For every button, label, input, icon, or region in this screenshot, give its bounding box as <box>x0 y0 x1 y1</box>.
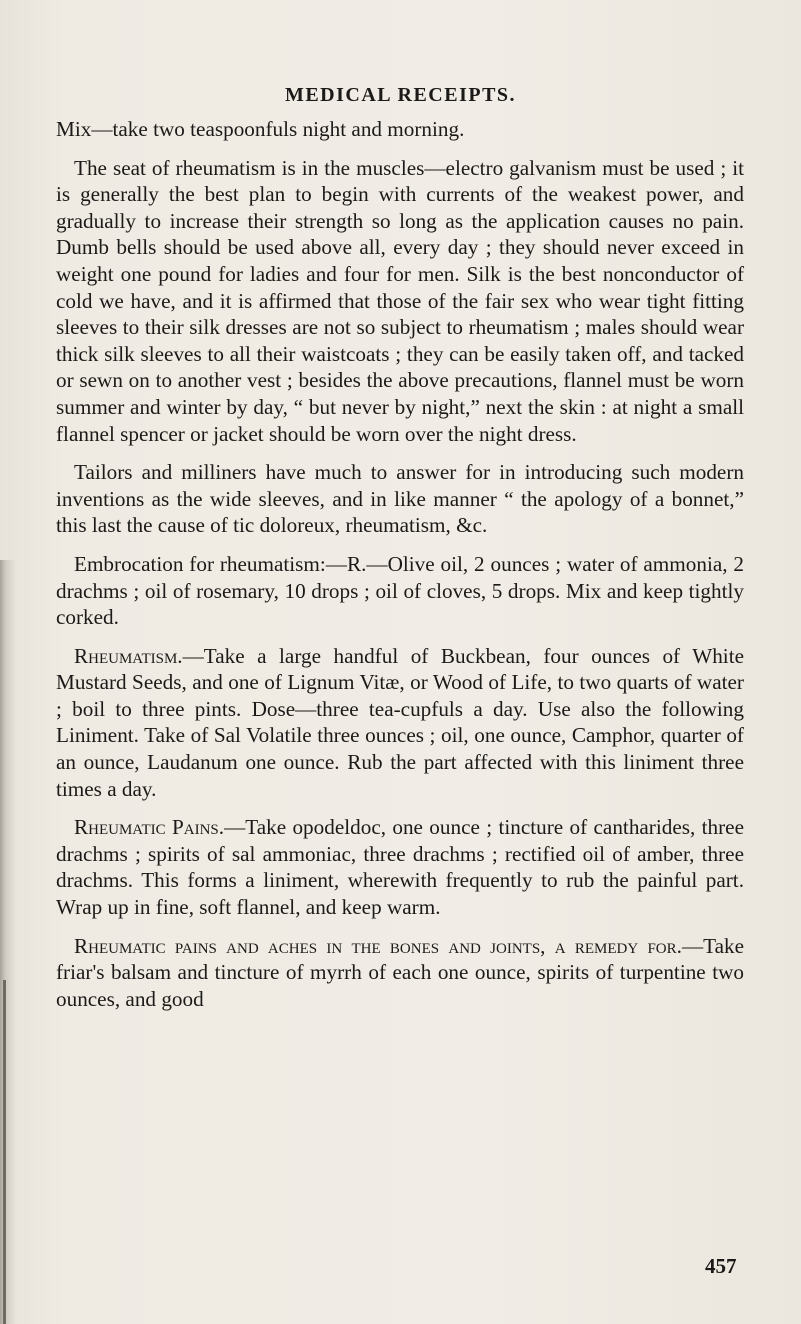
page-body <box>56 116 744 1024</box>
paragraph-mix: Mix—take two teaspoonfuls night and morning. <box>56 117 465 141</box>
paragraph-rheumatism-seat: The seat of rheumatism is in the muscles—electro galvanism must be used ; it is generally the best plan to begin with currents of the weakest power, and gradually to increase their strength so long as the application causes no pain. Dumb bells should be used above all, every day ; they should never exceed in weight one pound for ladies and four for men. Silk is the best nonconductor of cold we have, and it is affirmed that those of the fair sex who wear tight fitting sleeves to their silk dresses are not so subject to rheumatism ; males should wear thick silk sleeves to all their waistcoats ; they can be easily taken off, and tacked or sewn on to another vest ; besides the above precautions, flannel must be worn summer and winter by day, “ but never by night,” next the skin : at night a small flannel spencer or jacket should be worn over the night dress. <box>56 155 744 446</box>
recipe-heading: Rheumatic pains and aches in the bones and joints, a remedy for. <box>74 933 682 958</box>
paragraph-rheumatic-pains <box>56 814 744 920</box>
recipe-text: —Take a large handful of Buckbean, four ounces of White Mustard Seeds, and one of Lignum Vitæ, or Wood of Life, to two quarts of water ; boil to three pints. Dose—three tea-cupfuls a day. Use also the following Liniment. Take of Sal Volatile three ounces ; oil, one ounce, Camphor, quarter of an ounce, Laudanum one ounce. Rub the part affected with this liniment three times a day. <box>56 643 744 801</box>
running-head: MEDICAL RECEIPTS. <box>284 84 517 106</box>
paragraph-embrocation: Embrocation for rheumatism:—R.—Olive oil, 2 ounces ; water of ammonia, 2 drachms ; oil of rosemary, 10 drops ; oil of cloves, 5 drops. Mix and keep tightly corked. <box>56 551 744 630</box>
page-number: 457 <box>705 1254 737 1278</box>
paragraph-aches-bones <box>56 933 744 1013</box>
paragraph-rheumatism-recipe <box>56 643 744 803</box>
recipe-text: —Take opodeldoc, one ounce ; tincture of cantharides, three drachms ; spirits of sal ammoniac, three drachms ; rectified oil of amber, three drachms. This forms a liniment, wherewith frequently to rub the painful part. Wrap up in fine, soft flannel, and keep warm. <box>56 815 744 920</box>
recipe-heading: Rheumatic Pains. <box>74 815 225 840</box>
recipe-heading: Rheumatism. <box>74 643 183 668</box>
paragraph-tailors: Tailors and milliners have much to answer for in introducing such modern inventions as the wide sleeves, and in like manner “ the apology of a bonnet,” this last the cause of tic doloreux, rheumatism, &c. <box>56 460 744 538</box>
recipe-text: —Take friar's balsam and tincture of myrrh of each one ounce, spirits of turpentine two ounces, and good <box>56 933 744 1011</box>
binding-edge <box>3 980 6 1324</box>
